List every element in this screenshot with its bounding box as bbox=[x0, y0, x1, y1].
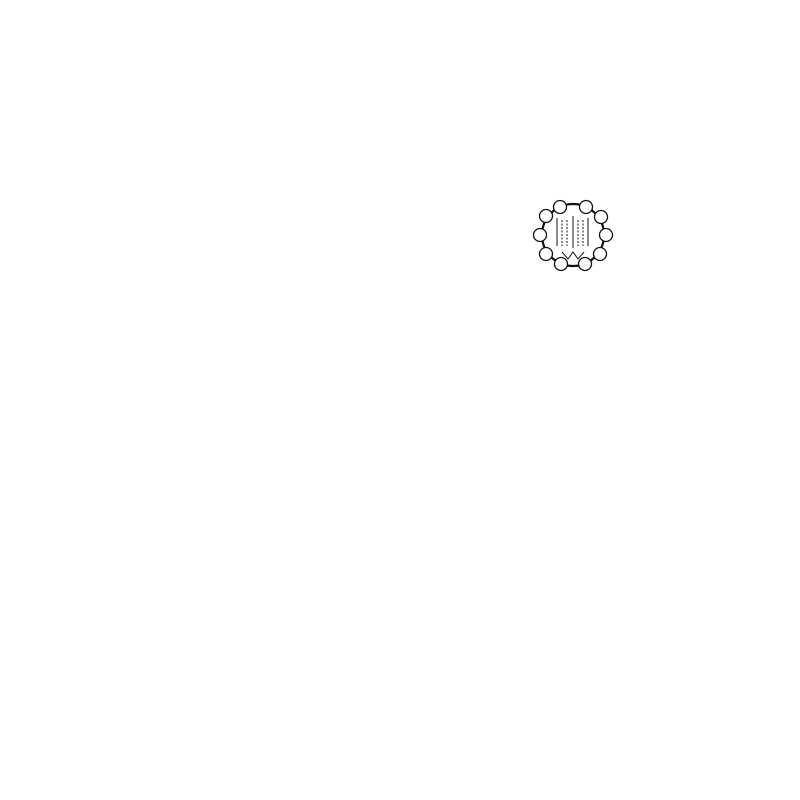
basing-diagram bbox=[500, 188, 645, 298]
